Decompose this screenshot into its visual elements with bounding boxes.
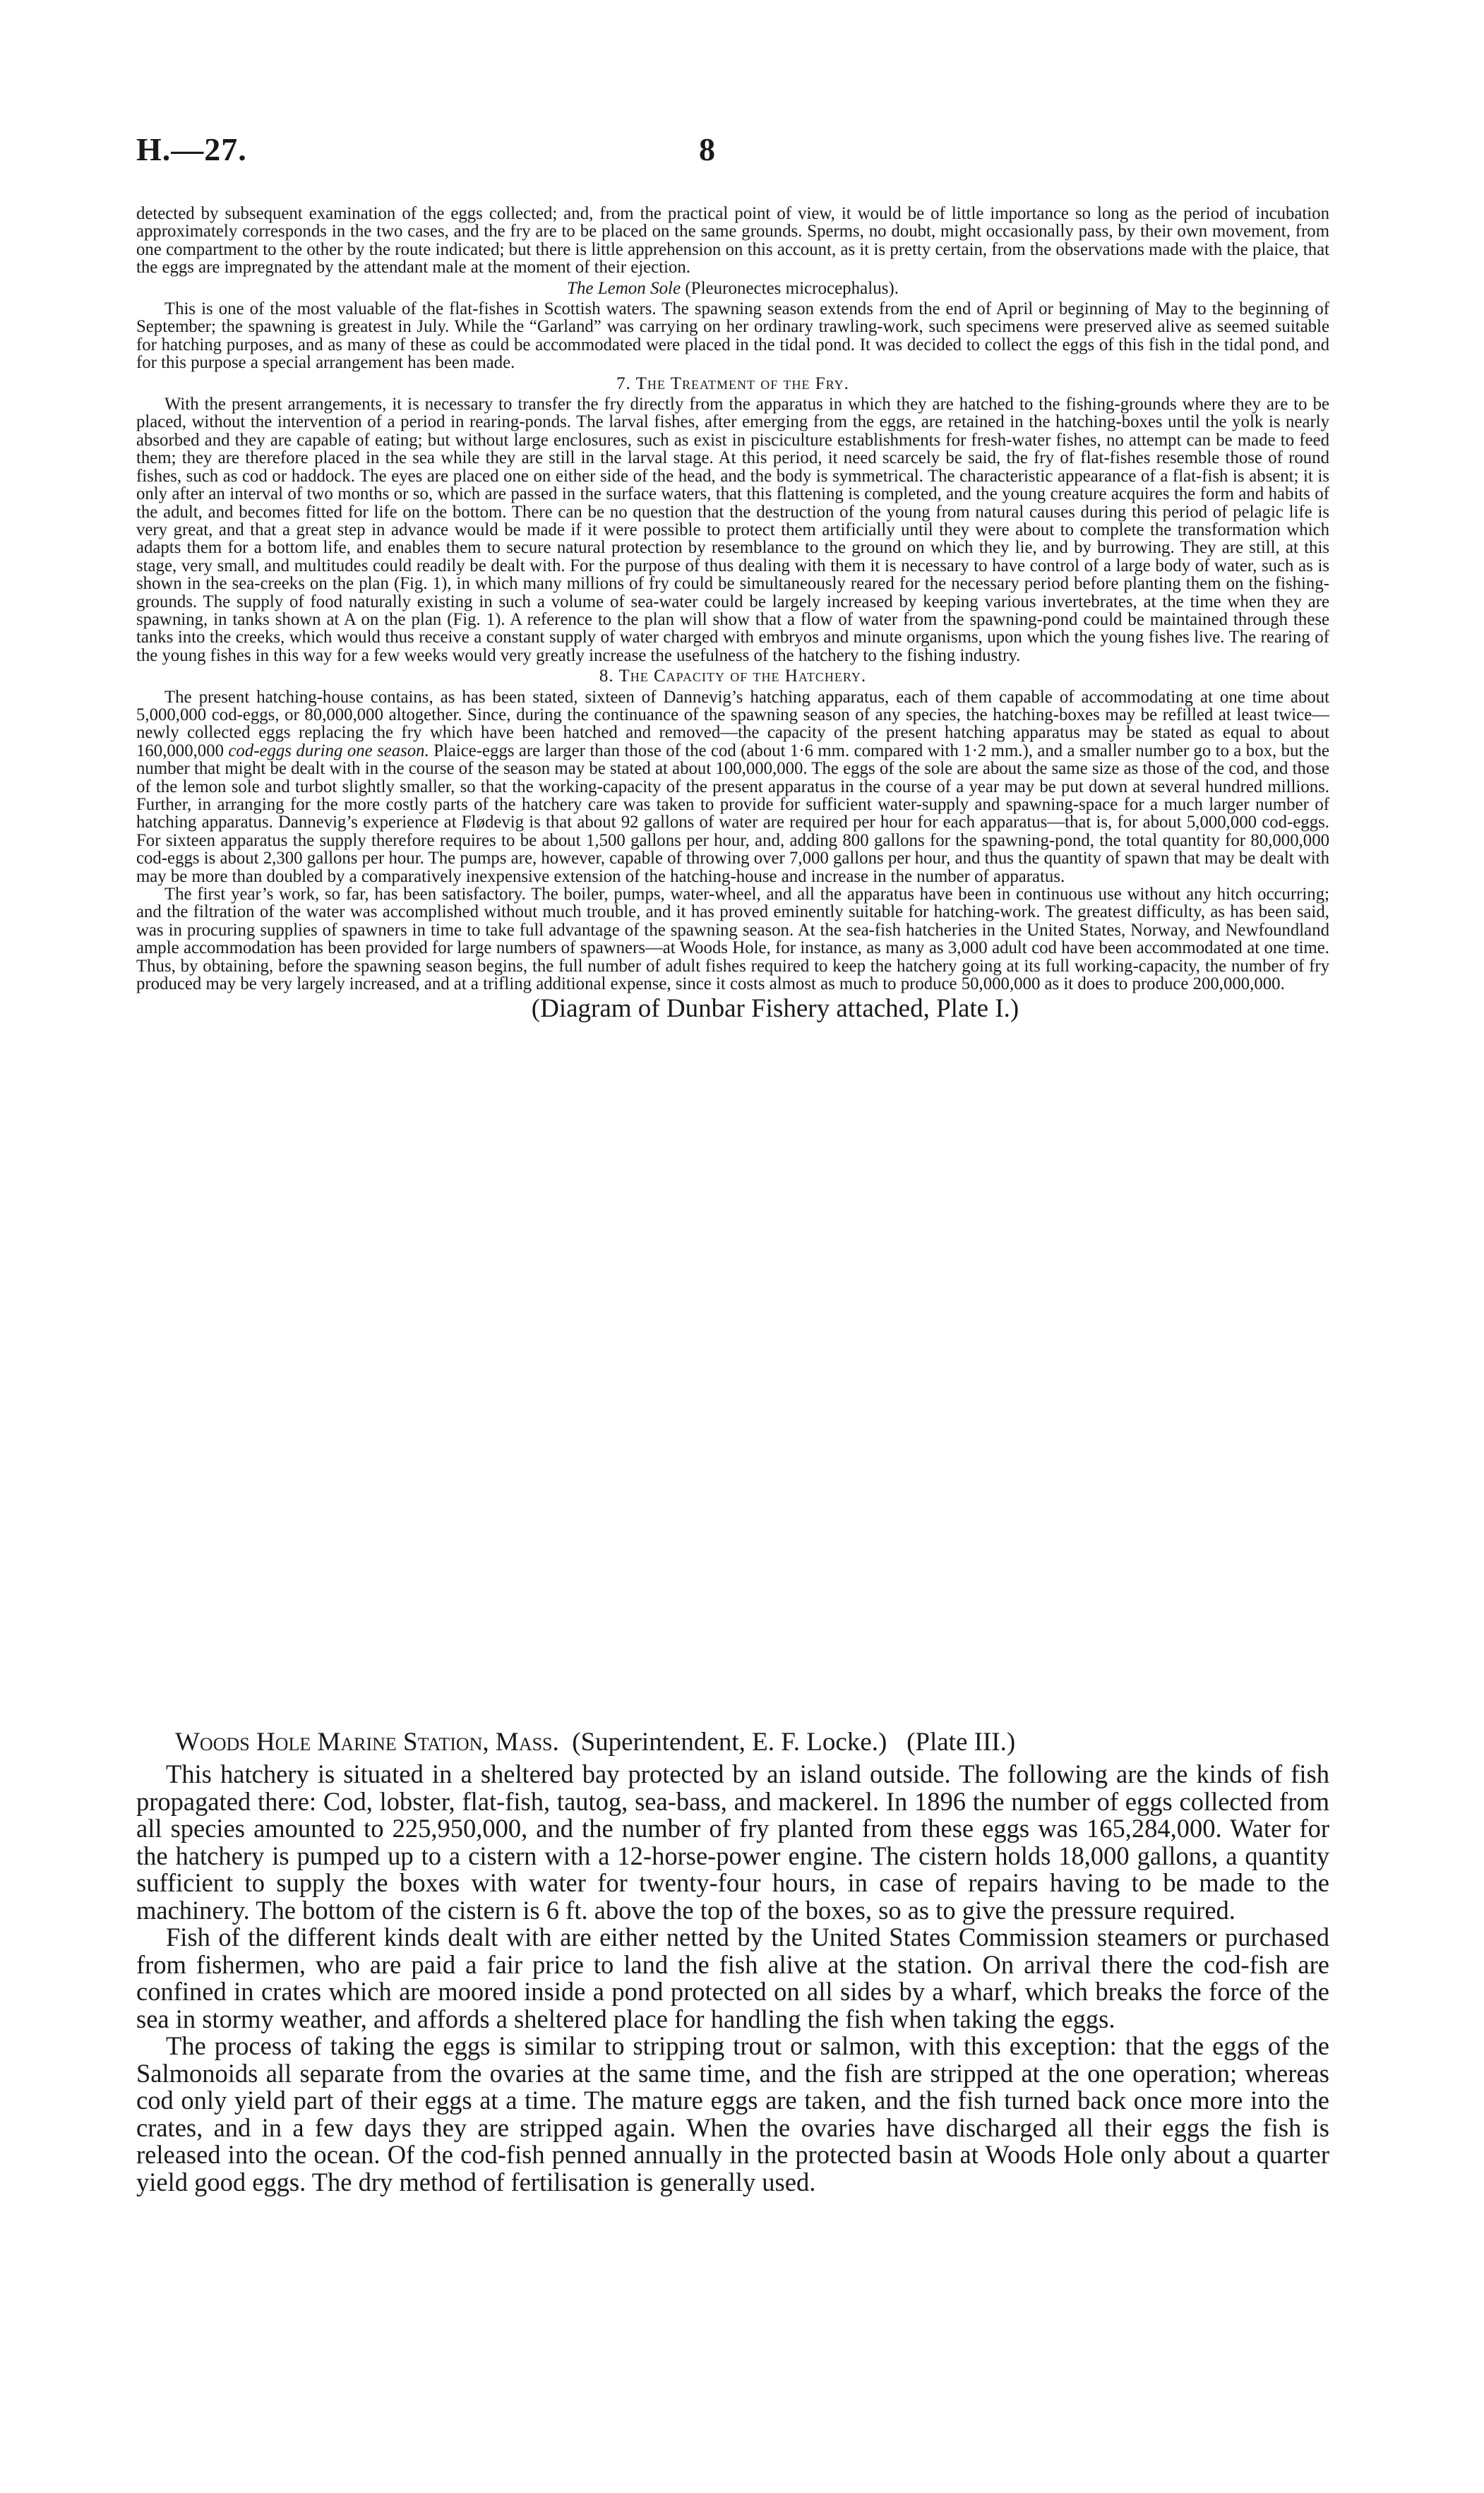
paragraph-woods-hole-2: Fish of the different kinds dealt with are either netted by the United States Commission steamers or purchased from fishermen, who are paid a fair price to land the fish alive at the station. On arrival there the cod-fish are confined in crates which are moored inside a pond protected on all sides by a wharf, which breaks the force of the sea in stormy weather, and affords a sheltered place for handling the fish when taking the eggs. xyxy=(136,1923,1329,2033)
woods-hole-section xyxy=(136,1716,1329,2196)
paragraph-first-year: The first year’s work, so far, has been satisfactory. The boiler, pumps, water-wheel, and all the apparatus have been in continuous use without any hitch occurring; and the filtration of the water was accomplished without much trouble, and it has proved eminently suitable for hatching-work. The greatest difficulty, as has been said, was in procuring supplies of spawners in time to take full advantage of the spawning season. At the sea-fish hatcheries in the United States, Norway, and Newfoundland ample accommodation has been provided for large numbers of spawners—at Woods Hole, for instance, as many as 3,000 adult cod have been accommodated at one time. Thus, by obtaining, before the spawning season begins, the full number of adult fishes required to keep the hatchery going at its full working-capacity, the number of fry produced may be very largely increased, and at a trifling additional expense, since it costs almost as much to produce 50,000,000 as it does to produce 200,000,000. xyxy=(136,885,1329,994)
lemon-sole-latin-name: (Pleuronectes microcephalus). xyxy=(681,278,899,298)
heading-8-text: 8. The Capacity of the Hatchery. xyxy=(599,666,867,686)
heading-capacity-of-hatchery xyxy=(136,667,1329,685)
heading-7-text: 7. The Treatment of the Fry. xyxy=(616,373,849,393)
paragraph-woods-hole-3: The process of taking the eggs is similar to stripping trout or salmon, with this exception: that the eggs of the Salmonoids all separate from the ovaries at the same time, and the fish are stripped at the one operation; whereas cod only yield part of their eggs at a time. The mature eggs are taken, and the fish turned back once more into the crates, and in a few days they are stripped again. When the ovaries have discharged all their eggs the fish is released into the ocean. Of the cod-fish penned annually in the protected basin at Woods Hole only about a quarter yield good eggs. The dry method of fertilisation is generally used. xyxy=(136,2031,1329,2196)
heading-treatment-of-fry xyxy=(136,375,1329,393)
capacity-text-italic: cod-eggs during one season. xyxy=(228,741,429,760)
paragraph-capacity xyxy=(136,688,1329,885)
upper-text-block xyxy=(136,205,1329,1025)
lemon-sole-title: The Lemon Sole xyxy=(566,278,681,298)
document-id: H.—27. xyxy=(136,131,247,167)
page-number: 8 xyxy=(699,131,715,167)
paragraph-treatment-of-fry: With the present arrangements, it is necessary to transfer the fry directly from the apparatus in which they are hatched to the fishing-grounds where they are to be placed, without the intervention of a period in rearing-ponds. The larval fishes, after emerging from the eggs, are retained in the hatching-boxes until the yolk is nearly absorbed and they are capable of eating; but without large enclosures, such as exist in pisciculture establishments for fresh-water fishes, no attempt can be made to feed them; they are therefore placed in the sea while they are still in the larval stage. At this period, it need scarcely be said, the fry of flat-fishes resemble those of round fishes, such as cod or haddock. The eyes are placed one on either side of the head, and the body is symmetrical. The characteristic appearance of a flat-fish is absent; it is only after an interval of two months or so, which are passed in the surface waters, that this flattening is completed, and the young creature acquires the form and habits of the adult, and becomes fitted for life on the bottom. There can be no question that the destruction of the young from natural causes during this period of pelagic life is very great, and that a great step in advance would be made if it were possible to protect them artificially until they were about to complete the transformation which adapts them for a bottom life, and enables them to secure natural protection by resemblance to the ground on which they lie, and by burrowing. They are still, at this stage, very small, and multitudes could readily be dealt with. For the purpose of thus dealing with them it is necessary to have control of a large body of water, such as is shown in the sea-creeks on the plan (Fig. 1), in which many millions of fry could be simultaneously reared for the necessary period before planting them on the fishing-grounds. The supply of food naturally existing in such a volume of sea-water could be largely increased by keeping various invertebrates, at the time when they are spawning, in tanks shown at A on the plan (Fig. 1). A reference to the plan will show that a flow of water from the spawning-pond could be maintained through these tanks into the creeks, which would thus receive a constant supply of water charged with embryos and minute organisms, upon which the young fishes live. The rearing of the young fishes in this way for a few weeks would very greatly increase the usefulness of the hatchery to the fishing industry. xyxy=(136,395,1329,665)
paragraph-woods-hole-1: This hatchery is situated in a sheltered bay protected by an island outside. The following are the kinds of fish propagated there: Cod, lobster, flat-fish, tautog, sea-bass, and mackerel. In 1896 the number of eggs collected from all species amounted to 225,950,000, and the number of fry planted from these eggs was 165,284,000. Water for the hatchery is pumped up to a cistern with a 12-horse-power engine. The cistern holds 18,000 gallons, a quantity sufficient to supply the boxes with water for twenty-four hours, in case of repairs having to be made to the machinery. The bottom of the cistern is 6 ft. above the top of the boxes, so as to give the pressure required. xyxy=(136,1759,1329,1925)
woods-hole-station-name: Woods Hole Marine Station, Mass. xyxy=(175,1728,559,1757)
capacity-text-a: The present hatching-house contains, as has been stated, sixteen of Dannevig’s hatching apparatus, each of them capable of accommodating at one time about 5,000,000 cod-eggs, or 80,000,000 altogether. Since, during the continuance of the spawning season of any species, the hatching-boxes may be refilled at least twice—newly collected eggs replacing the fry which have been hatched and removed—the capacity of the present hatching apparatus may be stated as equal to about 160,000,000 xyxy=(136,687,1329,760)
woods-hole-heading xyxy=(136,1728,1329,1757)
woods-hole-superintendent: (Superintendent, E. F. Locke.) (Plate III.) xyxy=(558,1728,1016,1757)
capacity-text-b: Plaice-eggs are larger than those of the cod (about 1·6 mm. compared with 1·2 mm.), and a smaller number go to a box, but the number that might be dealt with in the course of the season may be stated at about 100,000,000. The eggs of the sole are about the same size as those of the cod, and those of the lemon sole and turbot slightly smaller, so that the working-capacity of the present apparatus in the course of a year may be put down at several hundred millions. Further, in arranging for the more costly parts of the hatchery care was taken to provide for sufficient water-supply and spawning-space for a much larger number of hatching apparatus. Dannevig’s experience at Flødevig is that about 92 gallons of water are required per hour for each apparatus—that is, for about 5,000,000 cod-eggs. For sixteen apparatus the supply therefore requires to be about 1,500 gallons per hour, and, adding 800 gallons for the spawning-pond, the total quantity for 80,000,000 cod-eggs is about 2,300 gallons per hour. The pumps are, however, capable of throwing over 7,000 gallons per hour, and thus the quantity of spawn that may be dealt with may be more than doubled by a comparatively inexpensive extension of the hatching-house and increase in the number of apparatus. xyxy=(136,741,1329,886)
lemon-sole-heading xyxy=(136,280,1329,297)
paragraph-lemon-sole: This is one of the most valuable of the flat-fishes in Scottish waters. The spawning season extends from the end of April or beginning of May to the beginning of September; the spawning is greatest in July. While the “Garland” was carrying on her ordinary trawling-work, such specimens were preserved alive as seemed suitable for hatching purposes, and as many of these as could be accommodated were placed in the tidal pond. It was decided to collect the eggs of this fish in the tidal pond, and for this purpose a special arrangement has been made. xyxy=(136,299,1329,373)
diagram-caption: (Diagram of Dunbar Fishery attached, Plate I.) xyxy=(531,994,1019,1024)
paragraph-detected: detected by subsequent examination of the eggs collected; and, from the practical point of view, it would be of little importance so long as the period of incubation approximately corresponds in the two cases, and the fry are to be placed on the same grounds. Sperms, no doubt, might occasionally pass, by their own movement, from one compartment to the other by the route indicated; but there is little apprehension on this account, as it is pretty certain, from the observations made with the plaice, that the eggs are impregnated by the attendant male at the moment of their ejection. xyxy=(136,204,1329,277)
